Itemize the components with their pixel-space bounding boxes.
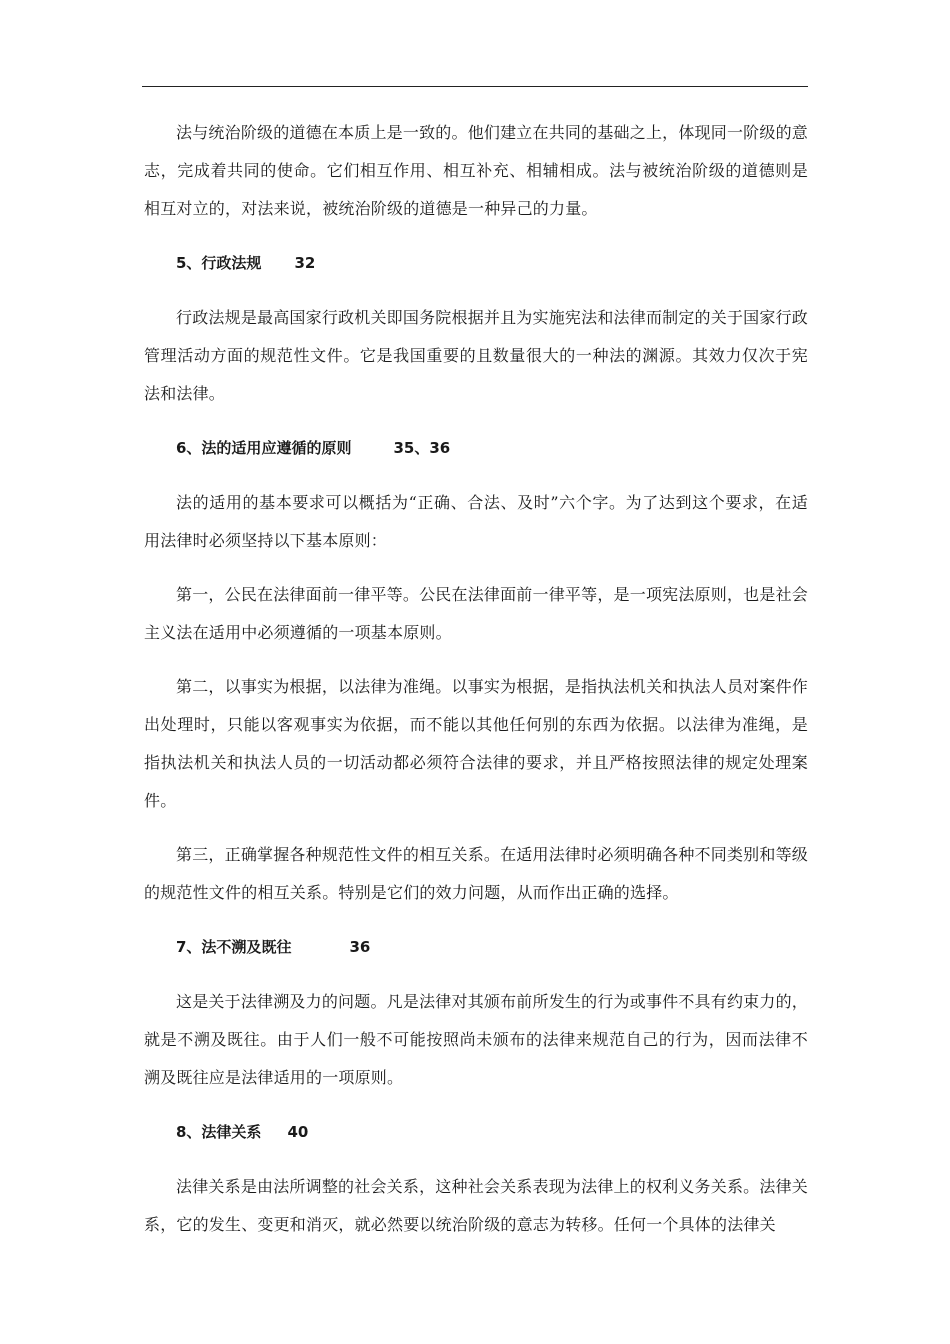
section-title: 6、法的适用应遵循的原则 <box>176 439 352 457</box>
section-heading <box>144 928 808 966</box>
paragraph: 行政法规是最高国家行政机关即国务院根据并且为实施宪法和法律而制定的关于国家行政管理活动方面的规范性文件。它是我国重要的且数量很大的一种法的渊源。其效力仅次于宪法和法律。 <box>144 308 808 403</box>
page-reference: 32 <box>294 254 316 272</box>
paragraph: 法律关系是由法所调整的社会关系，这种社会关系表现为法律上的权利义务关系。法律关系，它的发生、变更和消灭，就必然要以统治阶级的意志为转移。任何一个具体的法律关 <box>144 1177 808 1234</box>
page-reference: 40 <box>287 1123 309 1141</box>
section-title: 8、法律关系 <box>176 1123 262 1141</box>
paragraph: 第二，以事实为根据，以法律为准绳。以事实为根据，是指执法机关和执法人员对案件作出处理时，只能以客观事实为依据，而不能以其他任何别的东西为依据。以法律为准绳，是指执法机关和执法人员的一切活动都必须符合法律的要求，并且严格按照法律的规定处理案件。 <box>144 677 808 810</box>
paragraph: 这是关于法律溯及力的问题。凡是法律对其颁布前所发生的行为或事件不具有约束力的，就是不溯及既往。由于人们一般不可能按照尚未颁布的法律来规范自己的行为，因而法律不溯及既往应是法律适用的一项原则。 <box>144 992 808 1087</box>
paragraph: 第三，正确掌握各种规范性文件的相互关系。在适用法律时必须明确各种不同类别和等级的规范性文件的相互关系。特别是它们的效力问题，从而作出正确的选择。 <box>144 845 808 902</box>
section-title: 5、行政法规 <box>176 254 262 272</box>
page-reference: 36 <box>349 938 371 956</box>
page-reference: 35、36 <box>393 439 451 457</box>
header-rule <box>142 86 808 87</box>
section-heading <box>144 429 808 467</box>
paragraph: 第一，公民在法律面前一律平等。公民在法律面前一律平等，是一项宪法原则，也是社会主义法在适用中必须遵循的一项基本原则。 <box>144 585 808 642</box>
paragraph: 法的适用的基本要求可以概括为“正确、合法、及时”六个字。为了达到这个要求，在适用法律时必须坚持以下基本原则： <box>144 493 808 550</box>
section-title: 7、法不溯及既往 <box>176 938 292 956</box>
document-body <box>144 114 808 1260</box>
paragraph: 法与统治阶级的道德在本质上是一致的。他们建立在共同的基础之上，体现同一阶级的意志，完成着共同的使命。它们相互作用、相互补充、相辅相成。法与被统治阶级的道德则是相互对立的，对法来说，被统治阶级的道德是一种异己的力量。 <box>144 123 808 218</box>
section-heading <box>144 1113 808 1151</box>
section-heading <box>144 244 808 282</box>
